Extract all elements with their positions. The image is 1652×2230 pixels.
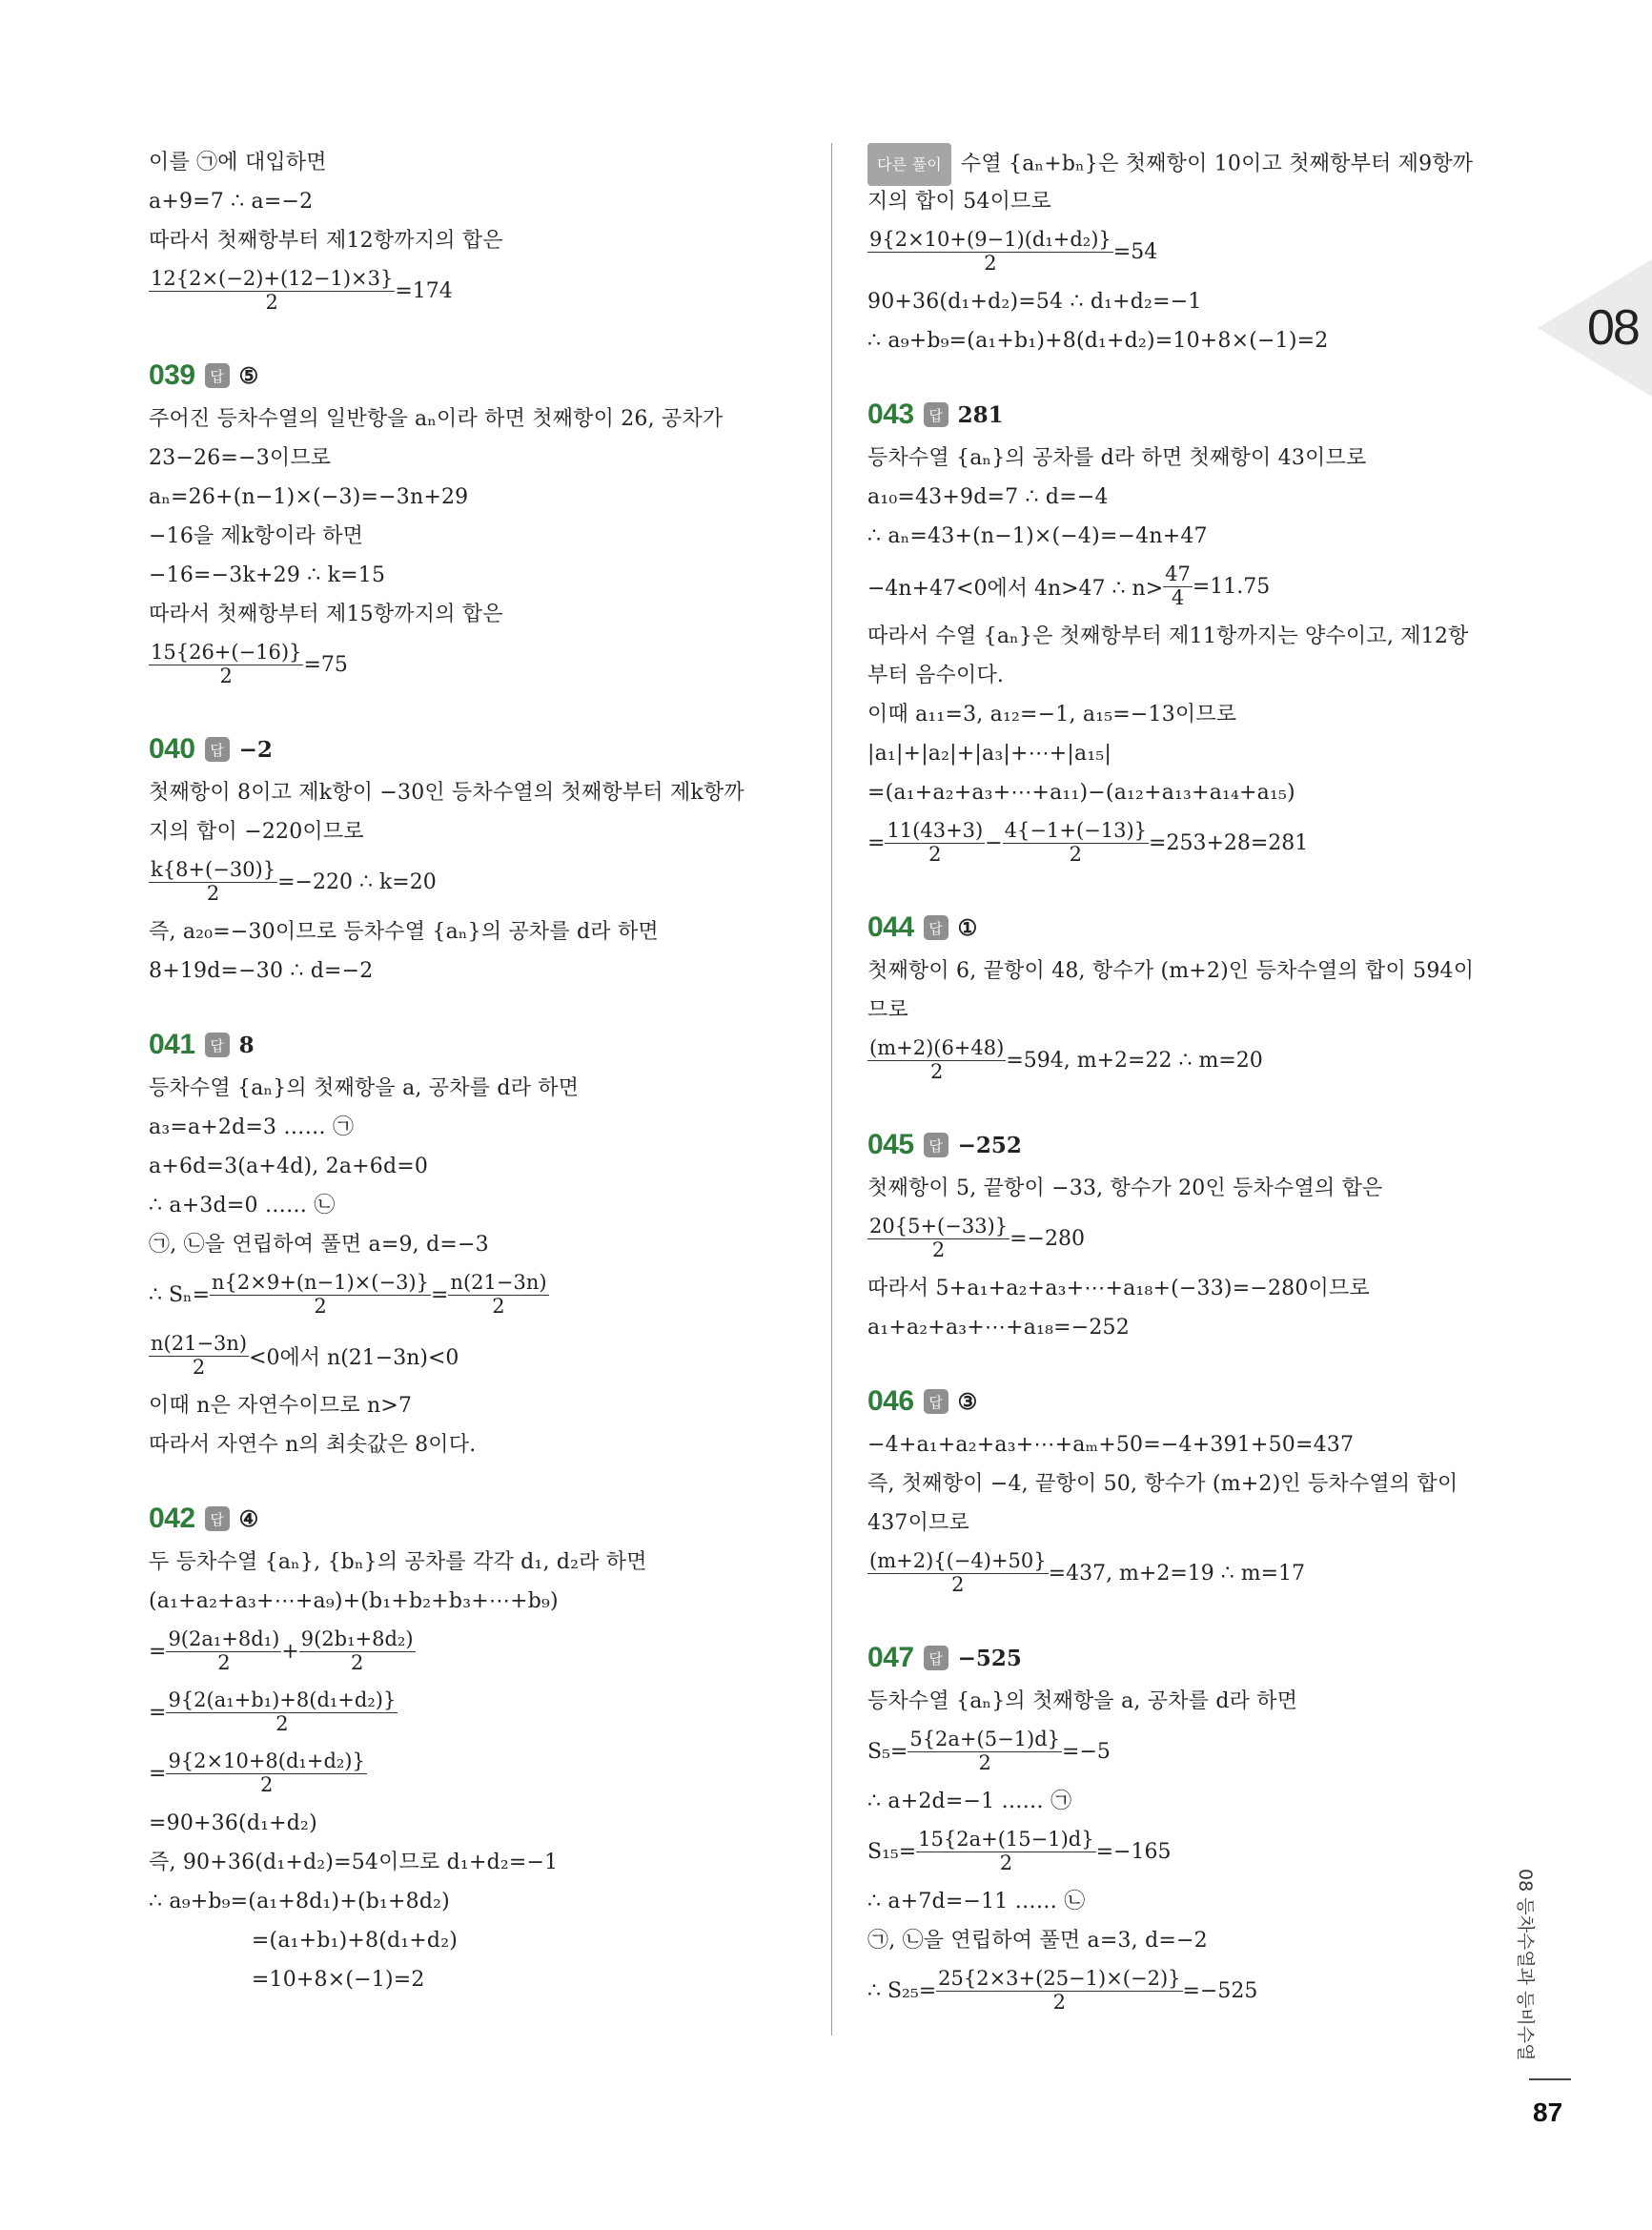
answer-value: ⑤	[238, 362, 259, 389]
answer-value: −525	[957, 1645, 1022, 1671]
alt-solution-tag: 다른 풀이	[867, 143, 951, 186]
text-line: ㉠, ㉡을 연립하여 풀면 a=9, d=−3	[149, 1233, 489, 1257]
problem-number: 042	[149, 1503, 195, 1534]
fraction-line: $\frac{(m+2)\{(-4)+50\}}{2}$ =437, m+2=19 ∴ m=17	[869, 1549, 1306, 1596]
fraction-line: ∴ Sₙ= $\frac{n\{2\times 9+(n-1)\times(-3)\}}{2}$ = $\frac{n(21-3n)}{2}$	[149, 1271, 547, 1318]
text-line: aₙ=26+(n−1)×(−3)=−3n+29	[149, 485, 469, 509]
fraction-line: $\frac{12\{2\times(-2)+(12-1)\times 3\}}{2}$ =174	[151, 267, 453, 314]
text-line: 므로	[867, 998, 908, 1022]
answer-value: −2	[238, 736, 273, 763]
answer-badge: 답	[924, 915, 948, 940]
text-line: 437이므로	[867, 1511, 969, 1535]
fraction-line: $\frac{20\{5+(-33)\}}{2}$ =−280	[869, 1215, 1085, 1261]
problem-number: 041	[149, 1029, 195, 1060]
text-line: (a₁+a₂+a₃+⋯+a₉)+(b₁+b₂+b₃+⋯+b₉)	[149, 1589, 559, 1613]
problem-041-header	[149, 1023, 806, 1067]
fraction-line: S₁₅= $\frac{15\{2a+(15-1)d\}}{2}$ =−165	[867, 1828, 1172, 1874]
text-line: |a₁|+|a₂|+|a₃|+⋯+|a₁₅|	[867, 742, 1112, 766]
text-line: 이때 n은 자연수이므로 n>7	[149, 1394, 413, 1418]
problem-047-header	[867, 1636, 1525, 1680]
answer-badge: 답	[924, 402, 948, 427]
text-line: −4+a₁+a₂+a₃+⋯+aₘ+50=−4+391+50=437	[867, 1433, 1355, 1457]
problem-number: 045	[867, 1129, 914, 1160]
text-line: 주어진 등차수열의 일반항을 aₙ이라 하면 첫째항이 26, 공차가	[149, 407, 724, 431]
column-divider	[831, 143, 832, 2036]
text-line: 등차수열 {aₙ}의 첫째항을 a, 공차를 d라 하면	[149, 1076, 580, 1100]
text-line: 부터 음수이다.	[867, 664, 1005, 687]
text-line: a+6d=3(a+4d), 2a+6d=0	[149, 1155, 429, 1178]
answer-badge: 답	[924, 1646, 948, 1670]
problem-045-header	[867, 1123, 1525, 1167]
answer-badge: 답	[924, 1389, 948, 1414]
fraction-line: $\frac{\text{9\{2×10+(9−1)(d₁+d₂)\}}}{2}$ =54	[869, 228, 1158, 275]
running-title: 08 등차수열과 등비수열	[1515, 1869, 1536, 2061]
text-line: −16을 제k항이라 하면	[149, 524, 364, 548]
answer-badge: 답	[205, 1033, 230, 1057]
answer-value: 8	[238, 1032, 255, 1058]
problem-046-header	[867, 1380, 1525, 1423]
text-line: ∴ a₉+b₉=(a₁+8d₁)+(b₁+8d₂)	[149, 1890, 450, 1913]
text-line: 첫째항이 8이고 제k항이 −30인 등차수열의 첫째항부터 제k항까	[149, 781, 744, 805]
text-line: =(a₁+a₂+a₃+⋯+a₁₁)−(a₁₂+a₁₃+a₁₄+a₁₅)	[867, 781, 1295, 805]
right-column	[867, 143, 1525, 2021]
problem-number: 046	[867, 1385, 914, 1417]
text-line: 등차수열 {aₙ}의 공차를 d라 하면 첫째항이 43이므로	[867, 446, 1367, 470]
chapter-tab	[1538, 259, 1652, 398]
problem-044-header	[867, 906, 1525, 950]
text-line: ㉠, ㉡을 연립하여 풀면 a=3, d=−2	[867, 1929, 1208, 1953]
problem-number: 047	[867, 1642, 914, 1673]
problem-040-header	[149, 727, 806, 771]
answer-badge: 답	[205, 363, 230, 388]
text-line: a₃=a+2d=3 …… ㉠	[149, 1115, 355, 1139]
problem-039-header	[149, 354, 806, 398]
text-line: a₁₀=43+9d=7 ∴ d=−4	[867, 485, 1109, 509]
answer-value: −252	[957, 1132, 1022, 1158]
text-line: 두 등차수열 {aₙ}, {bₙ}의 공차를 각각 d₁, d₂라 하면	[149, 1550, 647, 1574]
text-line: 첫째항이 6, 끝항이 48, 항수가 (m+2)인 등차수열의 합이 594이	[867, 959, 1475, 983]
fraction-line: $\frac{k\{8+(-30)\}}{2}$ =−220 ∴ k=20	[151, 858, 437, 905]
text-line: =90+36(d₁+d₂)	[149, 1811, 317, 1835]
page-number: 87	[1533, 2097, 1563, 2127]
problem-043-header	[867, 393, 1525, 437]
text-line: 첫째항이 5, 끝항이 −33, 항수가 20인 등차수열의 합은	[867, 1176, 1383, 1200]
fraction-line: = $\frac{\text{9(2a₁+8d₁)}}{2}$ + $\frac{\text{9(2b₁+8d₂)}}{2}$	[149, 1627, 414, 1674]
answer-value: ①	[957, 914, 978, 941]
answer-badge: 답	[205, 1506, 230, 1531]
answer-value: ④	[238, 1505, 259, 1532]
answer-badge: 답	[924, 1133, 948, 1157]
fraction-line: $\frac{n(21-3n)}{2}$ <0에서 n(21−3n)<0	[151, 1332, 459, 1379]
answer-value: 281	[957, 401, 1004, 428]
text-line: 이를 ㉠에 대입하면	[149, 151, 327, 174]
problem-number: 040	[149, 733, 195, 765]
text-line: 따라서 수열 {aₙ}은 첫째항부터 제11항까지는 양수이고, 제12항	[867, 624, 1469, 648]
text-line: 등차수열 {aₙ}의 첫째항을 a, 공차를 d라 하면	[867, 1689, 1298, 1713]
text-line: 따라서 첫째항부터 제12항까지의 합은	[149, 229, 503, 253]
problem-042-header	[149, 1497, 806, 1541]
chapter-tab-number: 08	[1587, 300, 1639, 356]
text-line: 따라서 첫째항부터 제15항까지의 합은	[149, 603, 503, 626]
text-line: =(a₁+b₁)+8(d₁+d₂)	[149, 1929, 459, 1953]
text-line: 지의 합이 54이므로	[867, 190, 1051, 214]
text-line: ∴ aₙ=43+(n−1)×(−4)=−4n+47	[867, 524, 1208, 548]
text-line: a+9=7 ∴ a=−2	[149, 190, 314, 214]
fraction-line: −4n+47<0에서 4n>47 ∴ n> $\frac{47}{4}$ =11.75	[867, 563, 1271, 609]
text-line: 90+36(d₁+d₂)=54 ∴ d₁+d₂=−1	[867, 290, 1202, 314]
fraction-line: ∴ S₂₅= $\frac{25\{2\times 3+(25-1)\times(-2)\}}{2}$ =−525	[867, 1967, 1258, 2014]
text-line: =10+8×(−1)=2	[149, 1968, 425, 1992]
fraction-line: S₅= $\frac{5\{2a+(5-1)d\}}{2}$ =−5	[867, 1728, 1111, 1774]
fraction-line: $\frac{15\{26+(-16)\}}{2}$ =75	[151, 641, 348, 687]
fraction-line: $\frac{(m+2)(6+48)}{2}$ =594, m+2=22 ∴ m=20	[869, 1036, 1263, 1083]
answer-badge: 답	[205, 737, 230, 762]
answer-value: ③	[957, 1388, 978, 1415]
fraction-line: = $\frac{11(43+3)}{2}$ − $\frac{4\{-1+(-13)\}}{2}$ =253+28=281	[867, 819, 1309, 866]
text-line: ∴ a+7d=−11 …… ㉡	[867, 1890, 1086, 1913]
alt-solution-line: 다른 풀이 수열 {aₙ+bₙ}은 첫째항이 10이고 첫째항부터 제9항까	[867, 143, 1525, 182]
text-line: 23−26=−3이므로	[149, 446, 332, 470]
problem-number: 044	[867, 911, 914, 943]
text-line: ∴ a+3d=0 …… ㉡	[149, 1194, 336, 1217]
text-line: −16=−3k+29 ∴ k=15	[149, 563, 386, 587]
problem-number: 043	[867, 399, 914, 430]
problem-number: 039	[149, 359, 195, 391]
text-line: a₁+a₂+a₃+⋯+a₁₈=−252	[867, 1316, 1130, 1340]
text-line: 따라서 5+a₁+a₂+a₃+⋯+a₁₈+(−33)=−280이므로	[867, 1277, 1370, 1300]
footer-rule	[1529, 2078, 1571, 2080]
text-line: ∴ a₉+b₉=(a₁+b₁)+8(d₁+d₂)=10+8×(−1)=2	[867, 329, 1329, 353]
text-line: 즉, a₂₀=−30이므로 등차수열 {aₙ}의 공차를 d라 하면	[149, 920, 659, 944]
text-line: ∴ a+2d=−1 …… ㉠	[867, 1790, 1072, 1813]
left-column	[149, 143, 806, 1999]
text-line: 지의 합이 −220이므로	[149, 820, 364, 844]
text-line: 8+19d=−30 ∴ d=−2	[149, 959, 374, 983]
text-line: 즉, 90+36(d₁+d₂)=54이므로 d₁+d₂=−1	[149, 1851, 559, 1874]
text-line: 따라서 자연수 n의 최솟값은 8이다.	[149, 1433, 477, 1457]
fraction-line: = $\frac{\text{9\{2(a₁+b₁)+8(d₁+d₂)\}}}{2}$	[149, 1688, 397, 1735]
fraction-line: = $\frac{\text{9\{2×10+8(d₁+d₂)\}}}{2}$	[149, 1749, 365, 1796]
text-line: 이때 a₁₁=3, a₁₂=−1, a₁₅=−13이므로	[867, 703, 1237, 726]
text-line: 즉, 첫째항이 −4, 끝항이 50, 항수가 (m+2)인 등차수열의 합이	[867, 1472, 1458, 1496]
